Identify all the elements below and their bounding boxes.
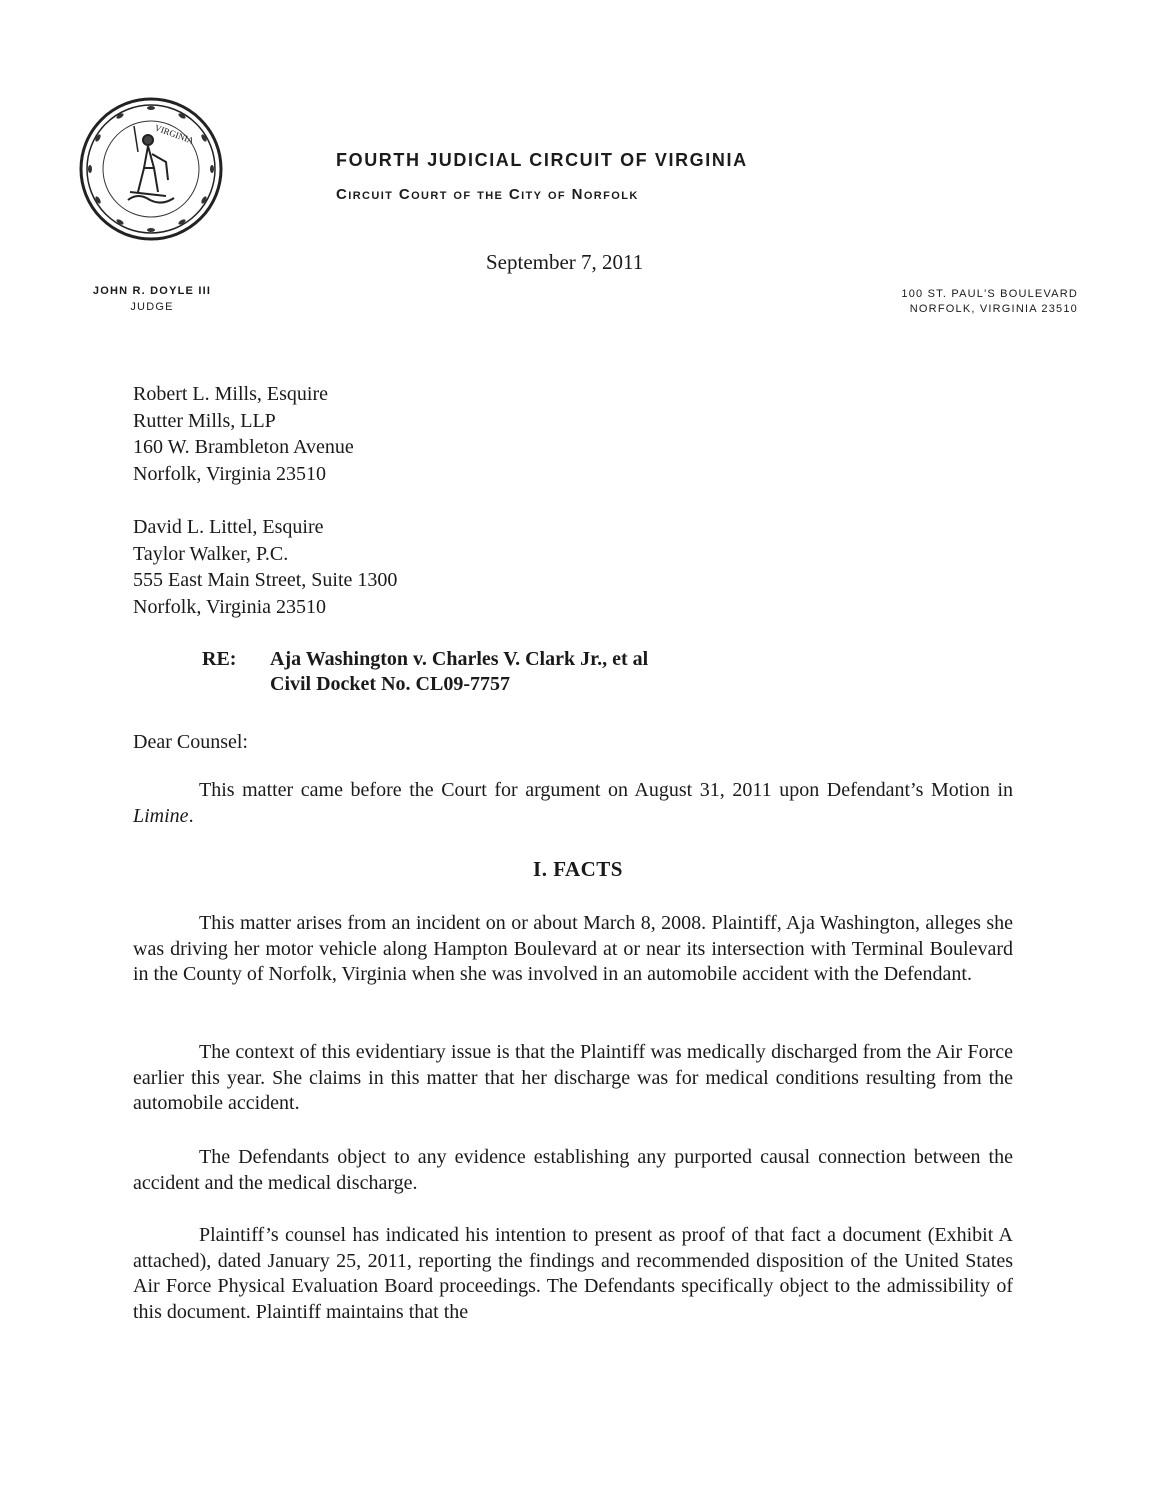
body-paragraph	[133, 1223, 1013, 1325]
recipient-block	[133, 381, 354, 487]
paragraph-text: The Defendants object to any evidence establishing any purported causal connection between the accident and the medical discharge.	[133, 1146, 1013, 1194]
recipient-line: Taylor Walker, P.C.	[133, 542, 289, 565]
salutation: Dear Counsel:	[133, 731, 248, 753]
court-subtitle: Circuit Court of the City of Norfolk	[336, 186, 639, 203]
address-line: NORFOLK, VIRGINIA 23510	[909, 303, 1078, 315]
address-line: 100 ST. PAUL'S BOULEVARD	[901, 288, 1078, 300]
court-address	[901, 287, 1078, 317]
re-label: RE:	[202, 648, 237, 670]
judge-name: JOHN R. DOYLE III	[92, 285, 212, 297]
body-paragraph	[133, 1040, 1013, 1117]
body-paragraph	[133, 1145, 1013, 1196]
body-paragraph	[133, 911, 1013, 988]
re-docket-number: Civil Docket No. CL09-7757	[270, 673, 510, 695]
recipient-line: Norfolk, Virginia 23510	[133, 595, 327, 618]
recipient-line: 160 W. Brambleton Avenue	[133, 436, 354, 458]
intro-paragraph	[133, 778, 1013, 829]
judge-title: JUDGE	[130, 301, 174, 313]
paragraph-text: Plaintiff’s counsel has indicated his intention to present as proof of that fact a document (Exhibit A attached), dated January 25, 2011, reporting the findings and recommended disposition of the United States Air Force Physical Evaluation Board proceedings. The Defendants specifically object to the admissibility of this document. Plaintiff maintains that the	[133, 1224, 1013, 1323]
recipient-line: Robert L. Mills, Esquire	[133, 383, 328, 405]
judge-block	[72, 285, 232, 313]
re-case-name: Aja Washington v. Charles V. Clark Jr., et al	[270, 648, 649, 670]
paragraph-text: This matter arises from an incident on or about March 8, 2008. Plaintiff, Aja Washington, alleges she was driving her motor vehicle along Hampton Boulevard at or near its intersection with Terminal Boulevard in the County of Norfolk, Virginia when she was involved in an automobile accident with the Defendant.	[133, 912, 1013, 986]
recipient-line: David L. Littel, Esquire	[133, 516, 324, 538]
court-title: FOURTH JUDICIAL CIRCUIT OF VIRGINIA	[336, 150, 748, 170]
recipient-line: 555 East Main Street, Suite 1300	[133, 569, 398, 591]
recipient-block	[133, 514, 397, 620]
recipient-line: Rutter Mills, LLP	[133, 409, 276, 432]
virginia-seal-icon	[78, 96, 224, 242]
section-heading: I. FACTS	[533, 857, 623, 881]
intro-italic: Limine	[133, 804, 189, 827]
intro-text: This matter came before the Court for argument on August 31, 2011 upon Defendant’s Motion in	[199, 779, 1013, 801]
recipient-line: Norfolk, Virginia 23510	[133, 462, 327, 485]
svg-text:VIRGINIA: VIRGINIA	[153, 122, 196, 146]
letter-date: September 7, 2011	[486, 250, 644, 274]
paragraph-text: The context of this evidentiary issue is that the Plaintiff was medically discharged from the Air Force earlier this year. She claims in this matter that her discharge was for medical conditions resulting from the automobile accident.	[133, 1041, 1013, 1115]
intro-end: .	[188, 804, 194, 827]
